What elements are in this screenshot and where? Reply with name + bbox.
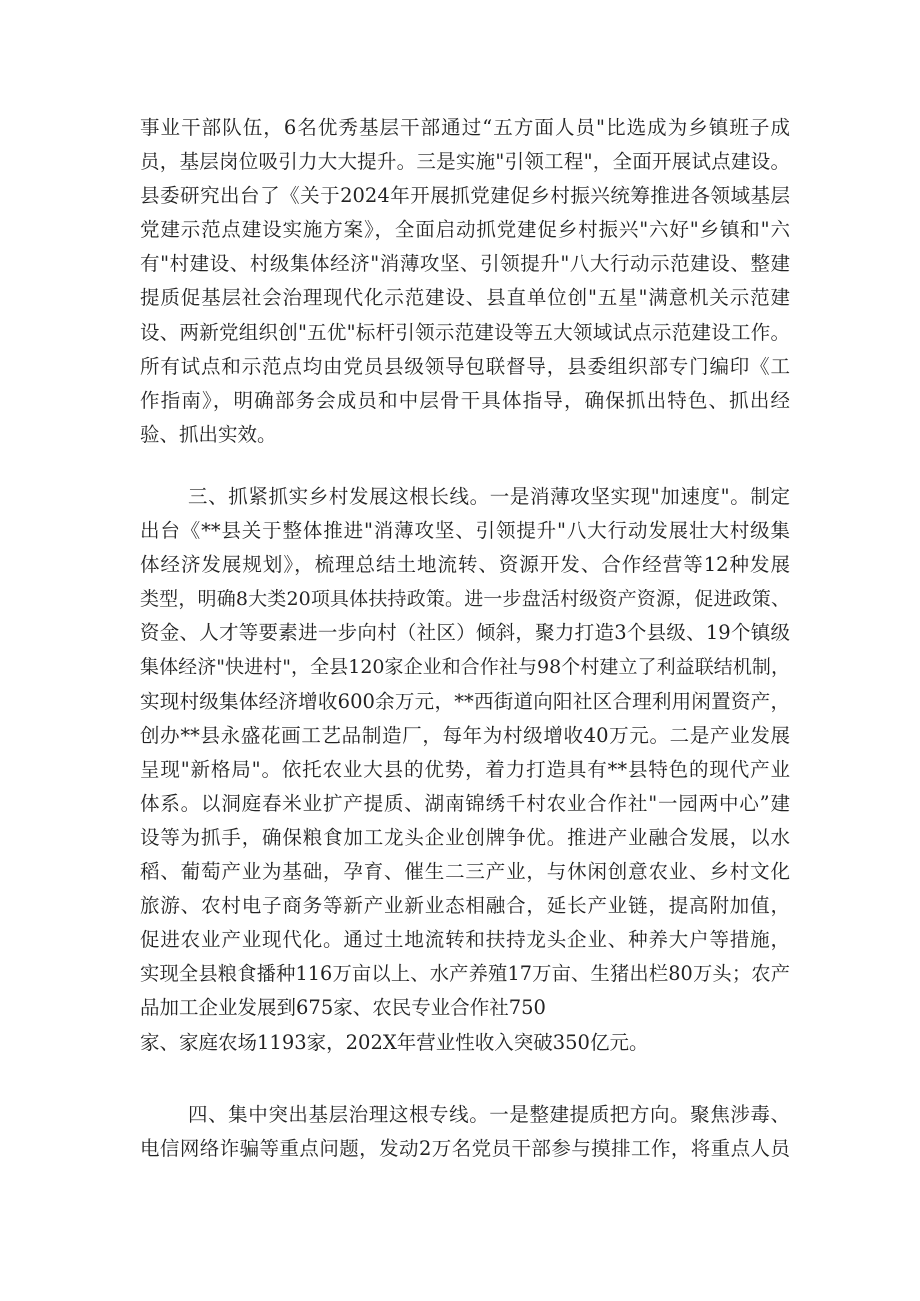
text-line: 类型，明确8大类20项具体扶持政策。进一步盘活村级资产资源，促进政策、: [140, 588, 790, 611]
text-line: 实现全县粮食播种116万亩以上、水产养殖17万亩、生猪出栏80万头；农产: [140, 962, 790, 986]
text-line: 有"村建设、村级集体经济"消薄攻坚、引领提升"八大行动示范建设、整建: [140, 252, 790, 276]
text-line: 呈现"新格局"。依托农业大县的优势，着力打造具有**县特色的现代产业: [140, 757, 790, 781]
text-line: 促进农业产业现代化。通过土地流转和扶持龙头企业、种养大户等措施，: [140, 928, 790, 952]
text-line: 体系。以洞庭春米业扩产提质、湖南锦绣千村农业合作社"一园两中心”建: [140, 791, 790, 815]
text-line: 创办**县永盛花画工艺品制造厂，每年为村级增收40万元。二是产业发展: [140, 723, 790, 747]
text-line: 出台《**县关于整体推进"消薄攻坚、引领提升"八大行动发展壮大村级集: [140, 519, 790, 543]
text-line: 作指南》，明确部务会成员和中层骨干具体指导，确保抓出特色、抓出经: [140, 388, 790, 412]
text-line: 验、抓出实效。: [140, 422, 277, 446]
text-line: 事业干部队伍，6名优秀基层干部通过“五方面人员"比选成为乡镇班子成: [140, 116, 790, 139]
text-line: 设、两新党组织创"五优"标杆引领示范建设等五大领域试点示范建设工作。: [140, 320, 790, 344]
paragraph-2: [140, 480, 790, 1060]
text-line: 四、集中突出基层治理这根专线。一是整建提质把方向。聚焦涉毒、: [188, 1103, 790, 1126]
text-line: 品加工企业发展到675家、农民专业合作社750: [140, 996, 546, 1020]
text-line: 电信网络诈骗等重点问题，发动2万名党员干部参与摸排工作，将重点人员: [140, 1137, 790, 1161]
text-line: 实现村级集体经济增收600余万元，**西街道向阳社区合理利用闲置资产，: [140, 689, 790, 713]
text-line: 家、家庭农场1193家，202X年营业性收入突破350亿元。: [140, 1030, 649, 1054]
text-line: 员，基层岗位吸引力大大提升。三是实施"引领工程"，全面开展试点建设。: [140, 150, 790, 174]
text-line: 集体经济"快进村"，全县120家企业和合作社与98个村建立了利益联结机制，: [140, 656, 790, 679]
text-line: 提质促基层社会治理现代化示范建设、县直单位创"五星"满意机关示范建: [140, 286, 790, 310]
text-line: 体经济发展规划》，梳理总结土地流转、资源开发、合作经营等12种发展: [140, 553, 790, 577]
text-line: 三、抓紧抓实乡村发展这根长线。一是消薄攻坚实现"加速度"。制定: [188, 485, 790, 508]
text-line: 党建示范点建设实施方案》，全面启动抓党建促乡村振兴"六好"乡镇和"六: [140, 218, 790, 242]
text-line: 资金、人才等要素进一步向村（社区）倾斜，聚力打造3个县级、19个镇级: [140, 621, 790, 645]
text-line: 设等为抓手，确保粮食加工龙头企业创牌争优。推进产业融合发展，以水: [140, 825, 790, 849]
text-line: 稻、葡萄产业为基础，孕育、催生二三产业，与休闲创意农业、乡村文化: [140, 860, 790, 884]
paragraph-1: [140, 111, 790, 452]
text-line: 县委研究出台了《关于2024年开展抓党建促乡村振兴统筹推进各领域基层: [140, 184, 790, 208]
paragraph-3: [140, 1098, 790, 1166]
text-line: 所有试点和示范点均由党员县级领导包联督导，县委组织部专门编印《工: [140, 354, 790, 378]
text-line: 旅游、农村电子商务等新产业新业态相融合，延长产业链，提高附加值，: [140, 894, 790, 918]
